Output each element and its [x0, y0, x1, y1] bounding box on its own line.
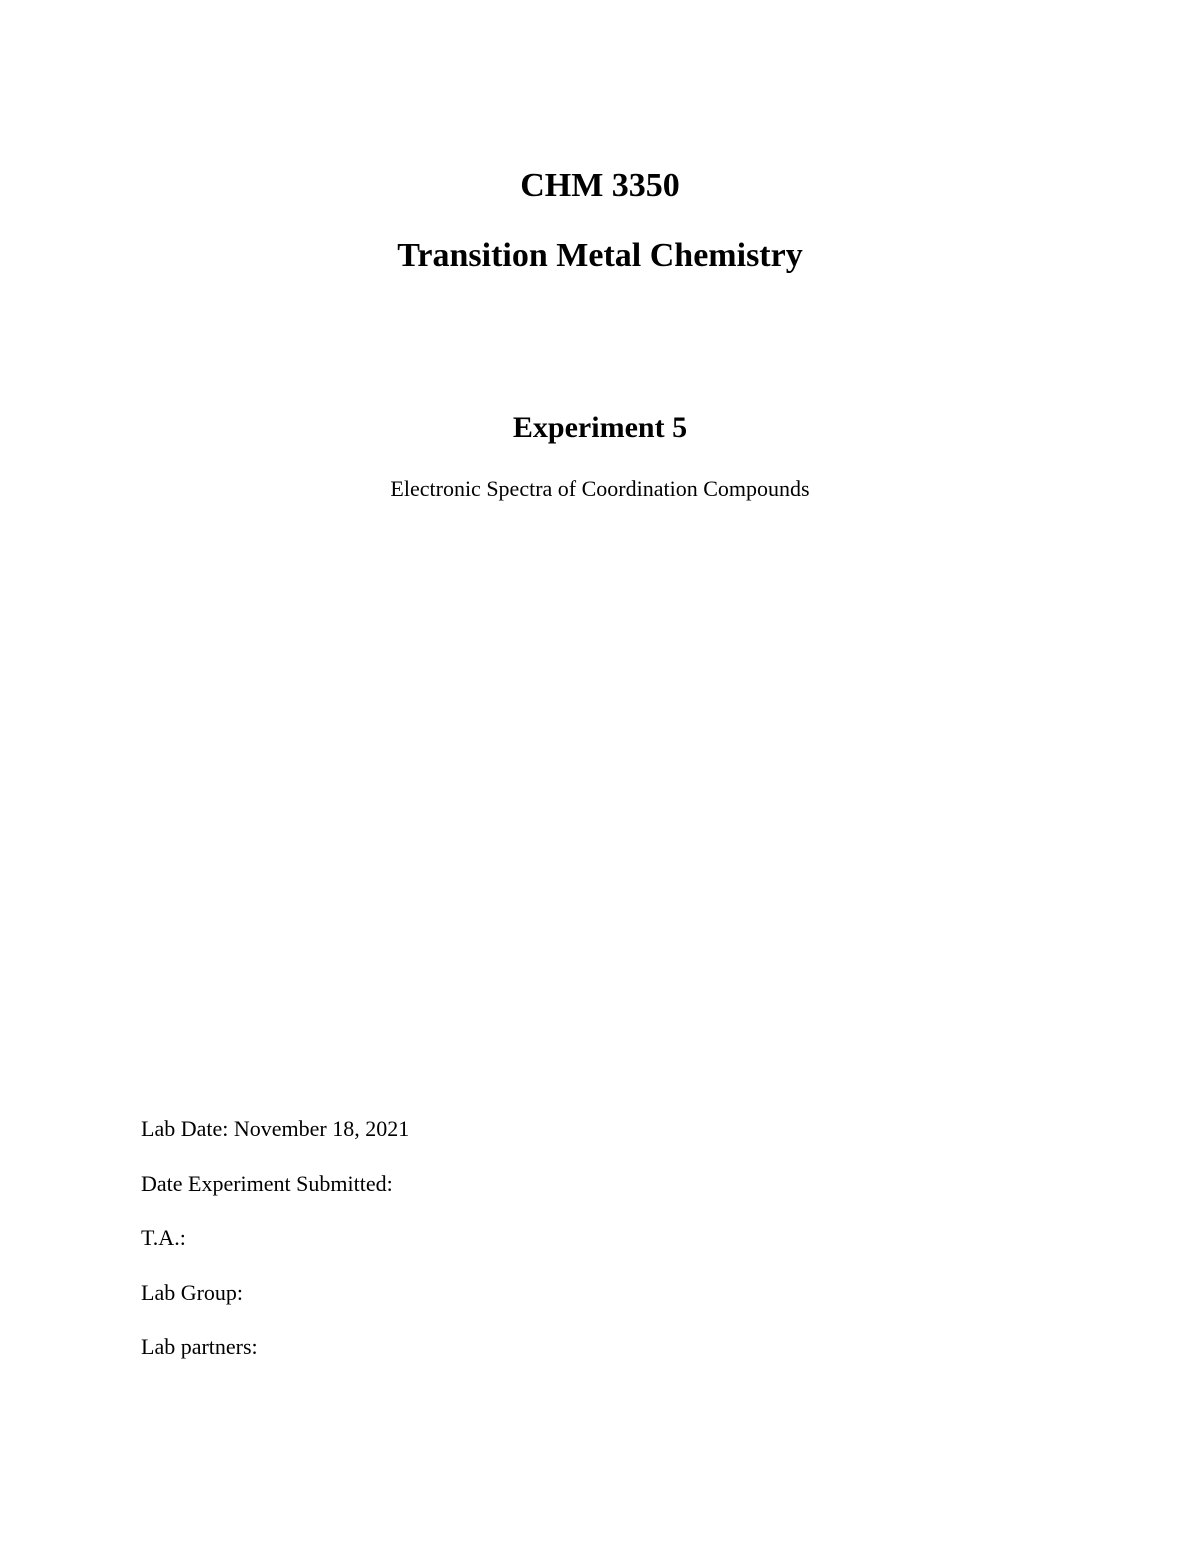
date-submitted-line — [141, 1170, 1041, 1198]
experiment-title: Electronic Spectra of Coordination Compounds — [390, 476, 810, 501]
lab-group-label: Lab Group: — [141, 1279, 244, 1305]
report-info-block — [141, 1115, 1041, 1388]
date-submitted-label: Date Experiment Submitted: — [141, 1170, 393, 1196]
lab-partners-line — [141, 1333, 1041, 1361]
course-code: CHM 3350 — [520, 167, 680, 204]
ta-label: T.A.: — [141, 1225, 186, 1250]
lab-date-value: November 18, 2021 — [233, 1116, 410, 1141]
lab-group-line — [141, 1279, 1041, 1307]
lab-date-line — [141, 1115, 1041, 1143]
lab-partners-label: Lab partners: — [141, 1334, 258, 1359]
experiment-number: Experiment 5 — [512, 411, 688, 444]
lab-date-label: Lab Date: — [141, 1116, 229, 1141]
ta-line — [141, 1224, 1041, 1252]
course-name: Transition Metal Chemistry — [397, 237, 803, 274]
